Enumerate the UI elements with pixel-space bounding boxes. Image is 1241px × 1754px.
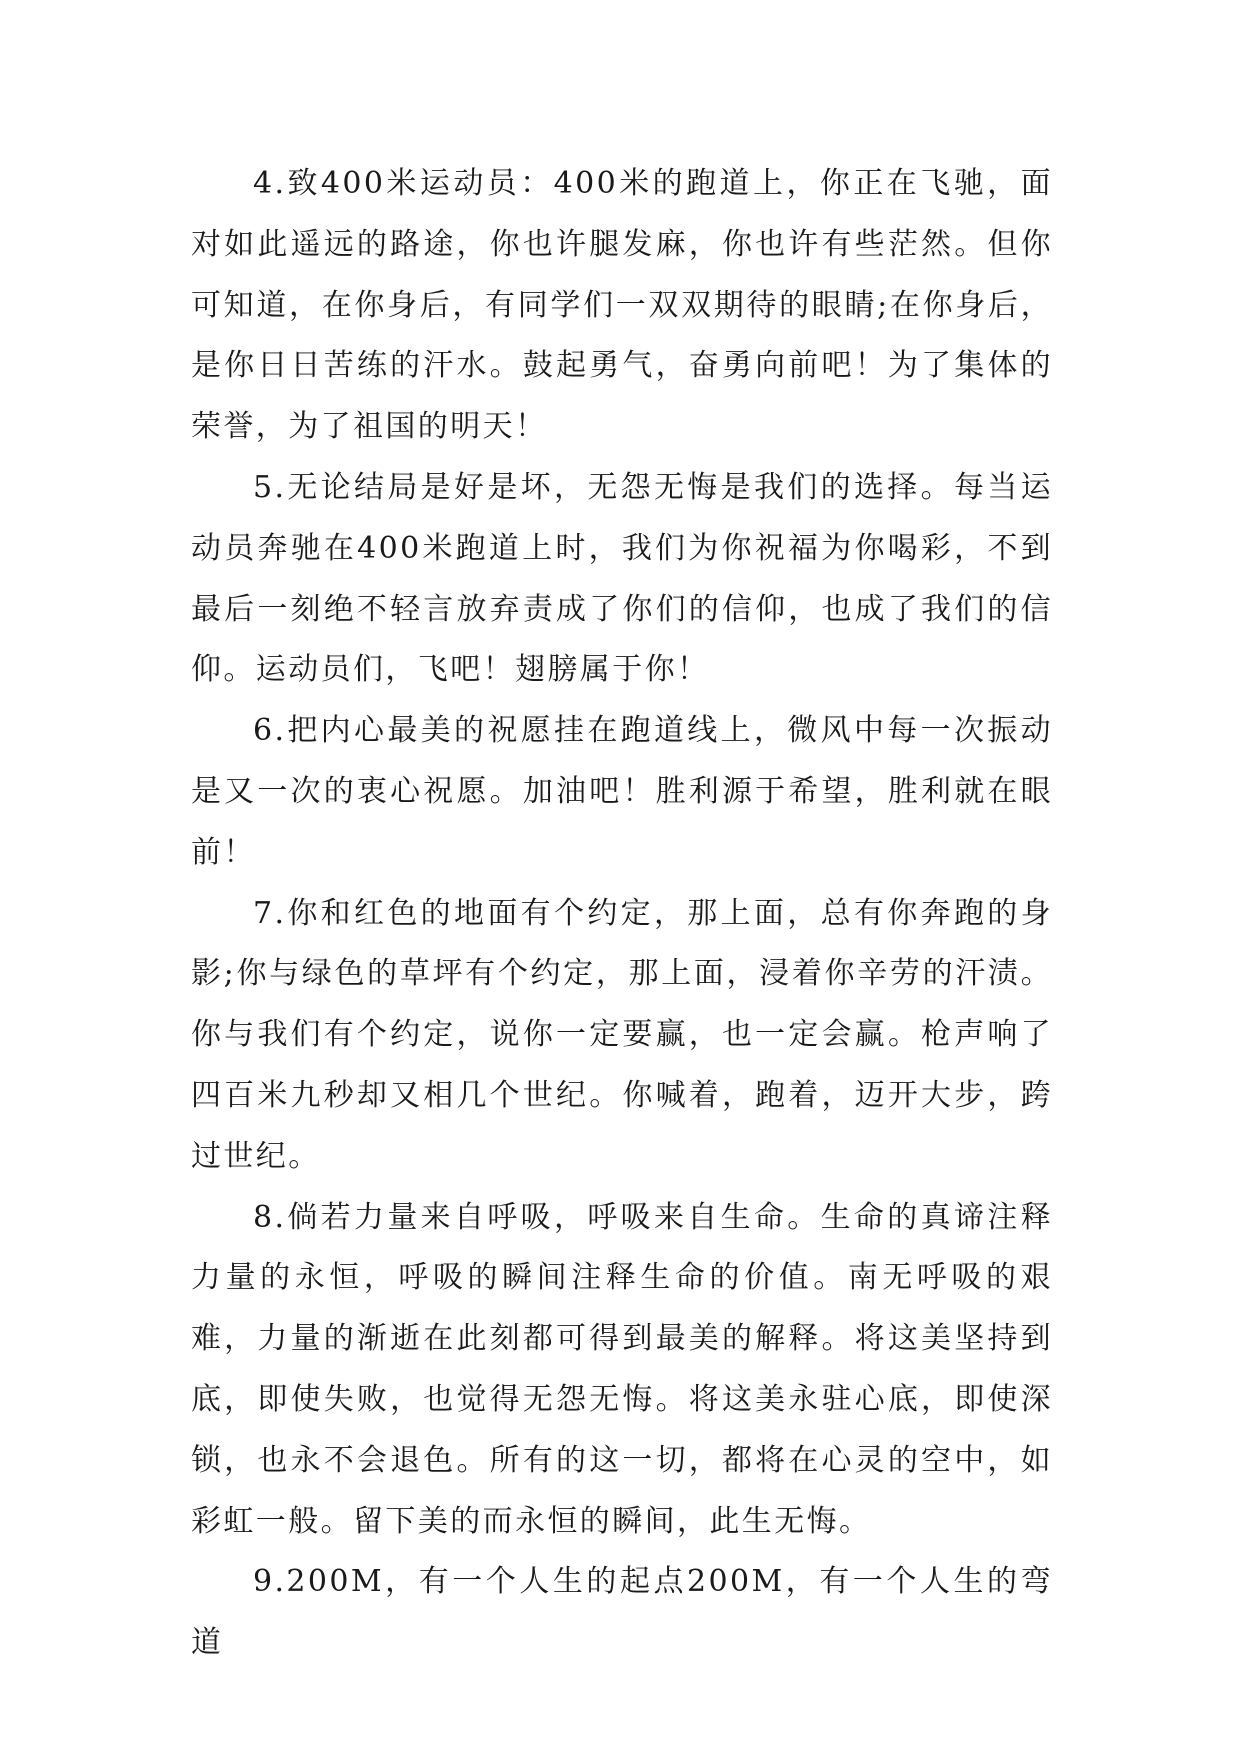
paragraph-6: 6.把内心最美的祝愿挂在跑道线上，微风中每一次振动是又一次的衷心祝愿。加油吧！胜利源于希望，胜利就在眼前！ xyxy=(191,713,1053,870)
paragraph-4: 4.致400米运动员：400米的跑道上，你正在飞驰，面对如此遥远的路途，你也许腿发麻，你也许有些茫然。但你可知道，在你身后，有同学们一双双期待的眼睛;在你身后，是你日日苦练的汗水。鼓起勇气，奋勇向前吧！为了集体的荣誉，为了祖国的明天！ xyxy=(191,166,1053,445)
paragraph-8: 8.倘若力量来自呼吸，呼吸来自生命。生命的真谛注释力量的永恒，呼吸的瞬间注释生命的价值。南无呼吸的艰难，力量的渐逝在此刻都可得到最美的解释。将这美坚持到底，即使失败，也觉得无怨无悔。将这美永驻心底，即使深锁，也永不会退色。所有的这一切，都将在心灵的空中，如彩虹一般。留下美的而永恒的瞬间，此生无悔。 xyxy=(191,1199,1053,1539)
document-body xyxy=(191,154,1053,1674)
paragraph-9: 9.200M，有一个人生的起点200M，有一个人生的弯道 xyxy=(191,1564,1053,1661)
paragraph-7: 7.你和红色的地面有个约定，那上面，总有你奔跑的身影;你与绿色的草坪有个约定，那上面，浸着你辛劳的汗渍。你与我们有个约定，说你一定要赢，也一定会赢。枪声响了四百米九秒却又相几个世纪。你喊着，跑着，迈开大步，跨过世纪。 xyxy=(191,895,1053,1174)
paragraph-5: 5.无论结局是好是坏，无怨无悔是我们的选择。每当运动员奔驰在400米跑道上时，我们为你祝福为你喝彩，不到最后一刻绝不轻言放弃责成了你们的信仰，也成了我们的信仰。运动员们，飞吧！翅膀属于你！ xyxy=(191,469,1053,688)
